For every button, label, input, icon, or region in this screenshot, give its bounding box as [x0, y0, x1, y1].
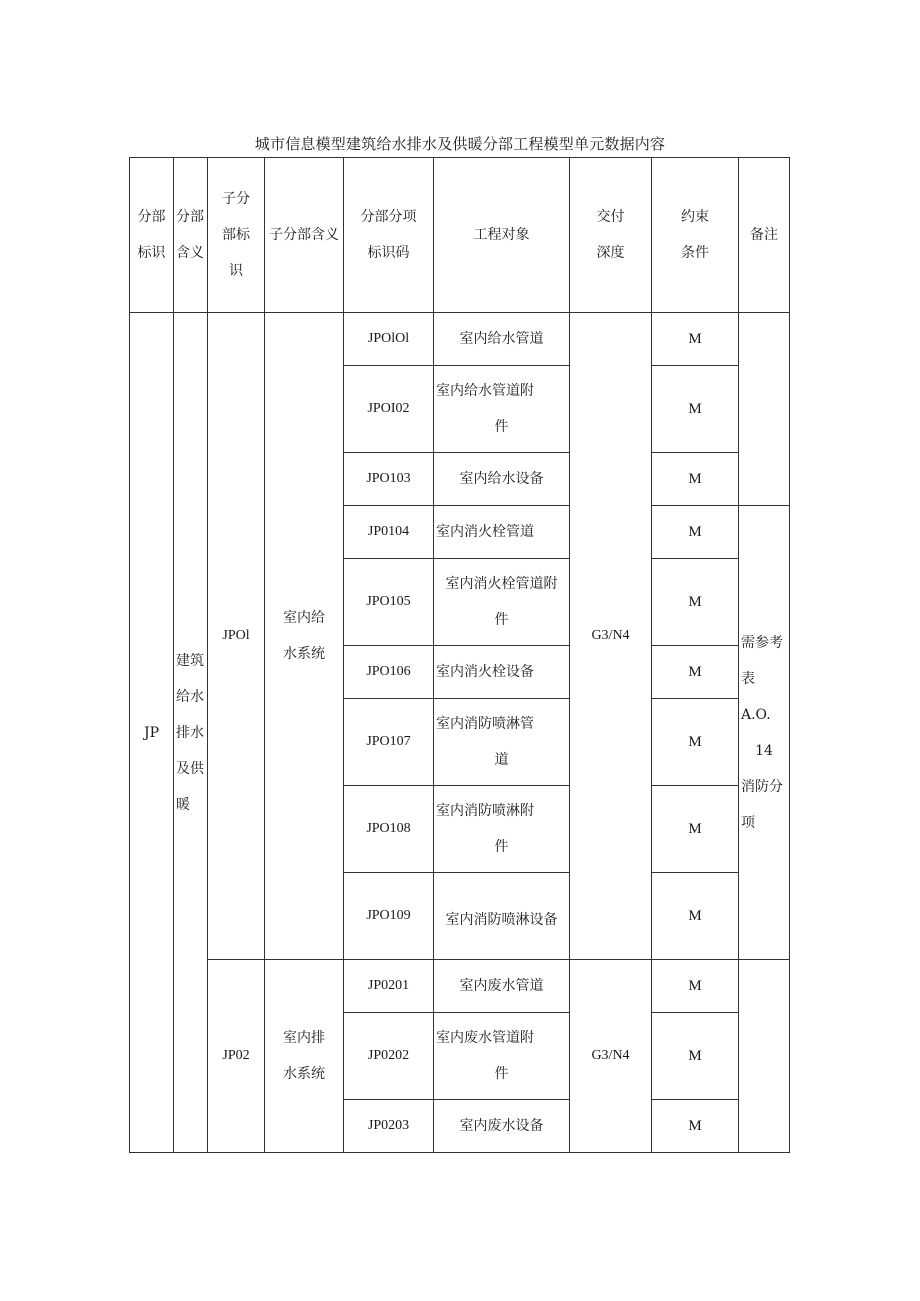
item-object: 室内给水设备 — [434, 453, 570, 506]
delivery-depth: G3/N4 — [570, 313, 652, 960]
item-code: JP0202 — [344, 1013, 434, 1100]
header-depth: 交付 深度 — [570, 158, 652, 313]
page-title: 城市信息模型建筑给水排水及供暖分部工程模型单元数据内容 — [254, 135, 666, 153]
delivery-depth: G3/N4 — [570, 960, 652, 1153]
header-division-code: 分部 标识 — [130, 158, 174, 313]
item-object: 室内消火栓管道 — [434, 506, 570, 559]
item-code: JPO103 — [344, 453, 434, 506]
constraint: M — [652, 646, 739, 699]
item-code: JPOlOl — [344, 313, 434, 366]
constraint: M — [652, 453, 739, 506]
item-object: 室内消防喷淋附 件 — [434, 786, 570, 873]
table-row — [130, 960, 790, 1013]
subdivision-meaning: 室内排 水系统 — [265, 960, 344, 1153]
item-code: JPO107 — [344, 699, 434, 786]
division-meaning: 建筑 给水 排水 及供 暖 — [174, 313, 208, 1153]
item-object: 室内废水设备 — [434, 1100, 570, 1153]
constraint: M — [652, 506, 739, 559]
item-code: JP0201 — [344, 960, 434, 1013]
note-empty — [739, 960, 790, 1153]
header-item-code: 分部分项 标识码 — [344, 158, 434, 313]
item-object: 室内消火栓设备 — [434, 646, 570, 699]
header-object: 工程对象 — [434, 158, 570, 313]
table-row — [130, 313, 790, 366]
constraint: M — [652, 1013, 739, 1100]
header-division-meaning: 分部 含义 — [174, 158, 208, 313]
header-row — [130, 158, 790, 313]
header-subdivision-meaning: 子分部含义 — [265, 158, 344, 313]
item-object: 室内废水管道 — [434, 960, 570, 1013]
division-code: JP — [130, 313, 174, 1153]
item-code: JPO106 — [344, 646, 434, 699]
constraint: M — [652, 699, 739, 786]
note-empty — [739, 313, 790, 506]
constraint: M — [652, 1100, 739, 1153]
item-object: 室内消火栓管道附 件 — [434, 559, 570, 646]
subdivision-code: JPOl — [208, 313, 265, 960]
item-code: JPO109 — [344, 873, 434, 960]
item-code: JPOI02 — [344, 366, 434, 453]
item-object: 室内消防喷淋设备 — [434, 873, 570, 960]
data-table — [129, 157, 790, 1153]
subdivision-meaning: 室内给 水系统 — [265, 313, 344, 960]
header-constraint: 约束 条件 — [652, 158, 739, 313]
constraint: M — [652, 559, 739, 646]
subdivision-code: JP02 — [208, 960, 265, 1153]
item-code: JP0104 — [344, 506, 434, 559]
item-code: JPO105 — [344, 559, 434, 646]
item-code: JPO108 — [344, 786, 434, 873]
item-object: 室内给水管道附 件 — [434, 366, 570, 453]
constraint: M — [652, 366, 739, 453]
item-object: 室内废水管道附 件 — [434, 1013, 570, 1100]
constraint: M — [652, 786, 739, 873]
constraint: M — [652, 873, 739, 960]
header-subdivision-code: 子分 部标 识 — [208, 158, 265, 313]
item-object: 室内给水管道 — [434, 313, 570, 366]
item-code: JP0203 — [344, 1100, 434, 1153]
header-note: 备注 — [739, 158, 790, 313]
note-cell: 需参考 表 A.O. 14 消防分 项 — [739, 506, 790, 960]
constraint: M — [652, 960, 739, 1013]
constraint: M — [652, 313, 739, 366]
item-object: 室内消防喷淋管 道 — [434, 699, 570, 786]
